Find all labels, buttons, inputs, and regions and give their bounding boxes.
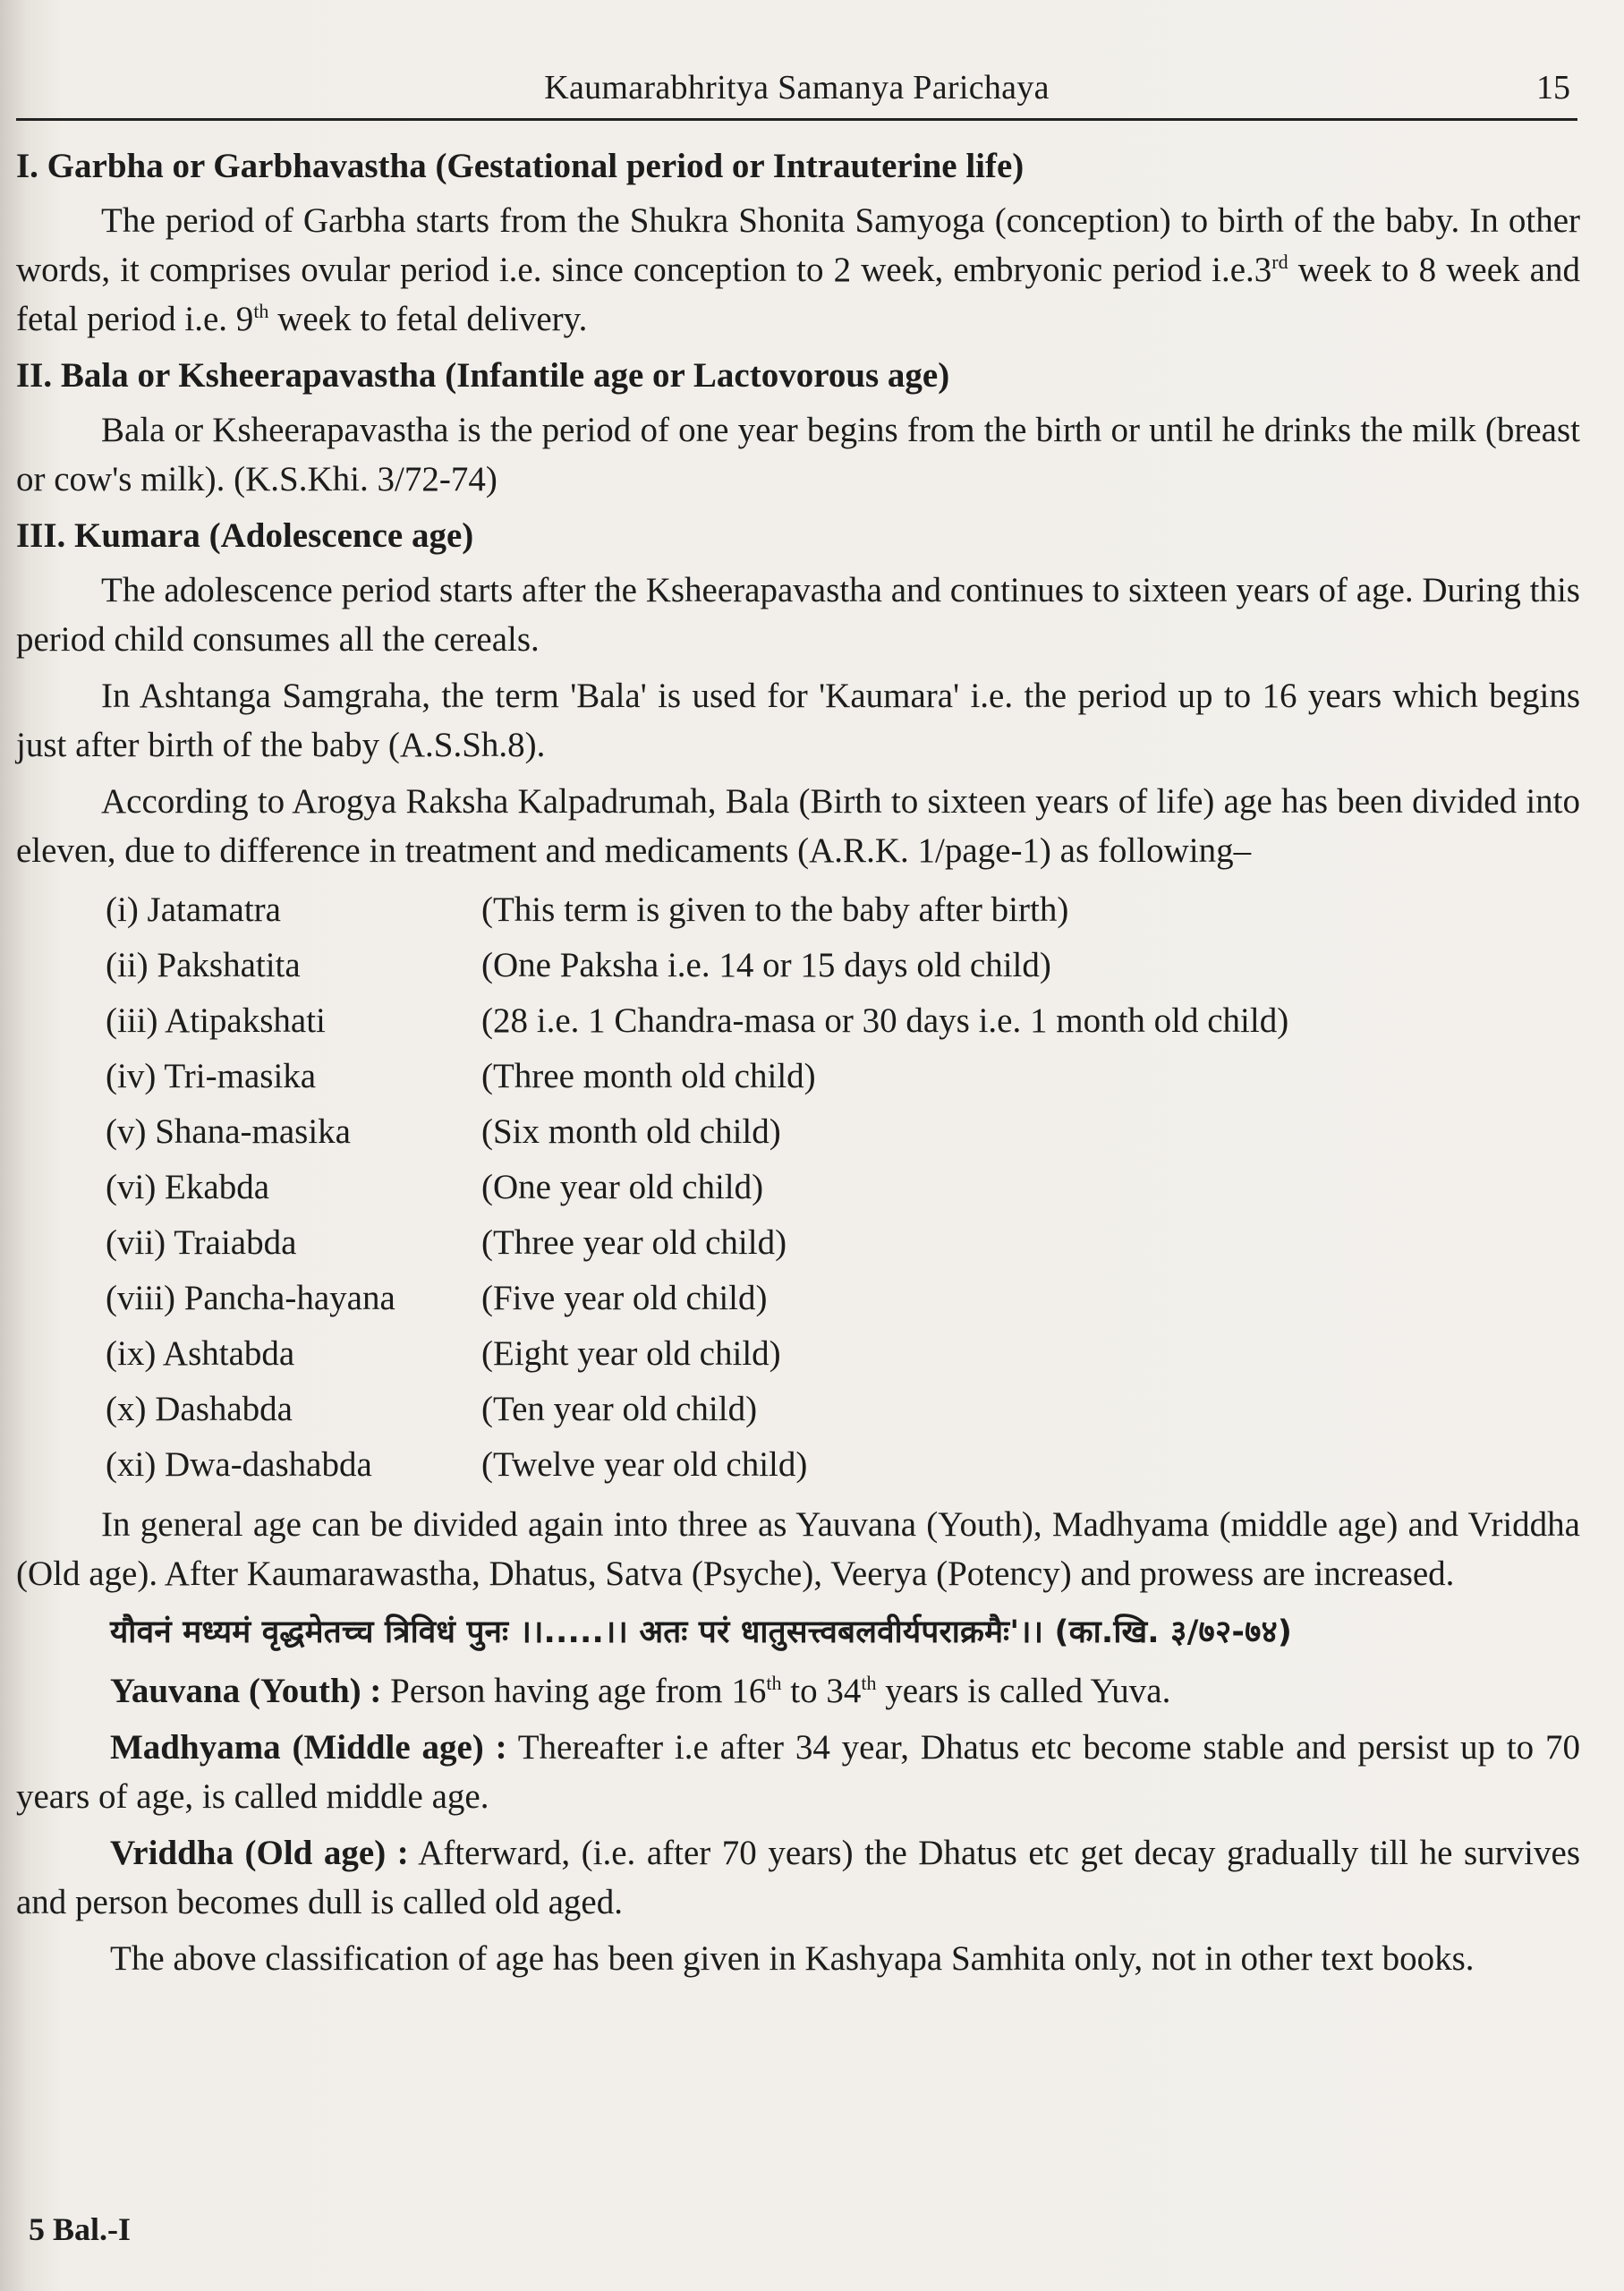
garbha-paragraph [16, 196, 1580, 344]
list-item [106, 1215, 1580, 1271]
general-age-paragraph: In general age can be divided again into three as Yauvana (Youth), Madhyama (middle age) and Vriddha (Old age). After Kaumarawastha, Dhatus, Satva (Psyche), Veerya (Potency) and prowess are increased. [16, 1505, 1580, 1593]
page-number: 15 [1536, 69, 1570, 106]
age-description: (One year old child) [481, 1168, 764, 1206]
section-heading-kumara: III. Kumara (Adolescence age) [16, 516, 474, 555]
age-description: (Three year old child) [481, 1223, 787, 1262]
list-item [106, 1104, 1580, 1160]
age-term: (x) Dashabda [106, 1390, 293, 1428]
definition-text: Afterward, (i.e. after 70 years) the Dhatus etc get decay gradually till he survives and person becomes dull is called old aged. [16, 1834, 1580, 1921]
superscript: rd [1271, 251, 1288, 273]
garbha-text-a: The period of Garbha starts from the Shukra Shonita Samyoga (conception) to birth of the baby. In other words, it comprises ovular period i.e. since conception to 2 week, embryonic period i.e.3 [16, 201, 1580, 289]
age-description: (Eight year old child) [481, 1334, 781, 1373]
age-term: (v) Shana-masika [106, 1112, 351, 1151]
definition-vriddha [16, 1828, 1580, 1927]
age-term: (iii) Atipakshati [106, 1001, 326, 1040]
age-classification-list [106, 882, 1580, 1493]
kumara-paragraph-3: According to Arogya Raksha Kalpadrumah, Bala (Birth to sixteen years of life) age has been divided into eleven, due to difference in treatment and medicaments (A.R.K. 1/page-1) as following– [16, 782, 1580, 870]
definition-text: Thereafter i.e after 34 year, Dhatus etc become stable and persist up to 70 years of age, is called middle age. [16, 1728, 1580, 1816]
age-term: (vii) Traiabda [106, 1223, 297, 1262]
age-term: (ix) Ashtabda [106, 1334, 295, 1373]
page-content [16, 141, 1580, 1990]
definition-text: years is called Yuva. [876, 1672, 1171, 1710]
page-header [16, 63, 1577, 121]
list-item [106, 938, 1580, 993]
age-description: (This term is given to the baby after birth) [481, 890, 1069, 929]
list-item [106, 1437, 1580, 1493]
age-description: (Ten year old child) [481, 1390, 758, 1428]
age-description: (Six month old child) [481, 1112, 781, 1151]
garbha-text-c: week to fetal delivery. [268, 300, 588, 338]
kumara-paragraph-1: The adolescence period starts after the Ksheerapavastha and continues to sixteen years of age. During this period child consumes all the cereals. [16, 571, 1580, 659]
superscript: th [253, 300, 269, 322]
bala-paragraph: Bala or Ksheerapavastha is the period of one year begins from the birth or until he drinks the milk (breast or cow's milk). (K.S.Khi. 3/72-74) [16, 411, 1580, 498]
garbha-text-b: week to 8 week and fetal period i.e. 9 [16, 251, 1580, 338]
list-item [106, 1160, 1580, 1215]
list-item [106, 1326, 1580, 1382]
age-description: (Twelve year old child) [481, 1445, 808, 1484]
superscript: th [766, 1672, 782, 1694]
definition-text: Person having age from 16 [381, 1672, 767, 1710]
definition-term: Vriddha (Old age) : [110, 1834, 409, 1872]
sanskrit-verse: यौवनं मध्यमं वृद्धमेतच्च त्रिविधं पुनः ।।.....।। अतः परं धातुसत्त्वबलवीर्यपराक्रमैः'।। (का.खि. ३/७२-७४) [110, 1614, 1293, 1650]
definition-term: Yauvana (Youth) : [110, 1672, 382, 1710]
superscript: th [861, 1672, 877, 1694]
age-term: (xi) Dwa-dashabda [106, 1445, 372, 1484]
definition-text: to 34 [781, 1672, 862, 1710]
list-item [106, 993, 1580, 1049]
age-term: (iv) Tri-masika [106, 1057, 317, 1095]
definition-term: Madhyama (Middle age) : [110, 1728, 507, 1767]
age-term: (vi) Ekabda [106, 1168, 270, 1206]
running-title: Kaumarabhritya Samanya Parichaya [544, 69, 1050, 106]
list-item [106, 1049, 1580, 1104]
closing-paragraph: The above classification of age has been given in Kashyapa Samhita only, not in other text books. [110, 1939, 1475, 1978]
age-description: (Three month old child) [481, 1057, 816, 1095]
definition-madhyama [16, 1723, 1580, 1821]
age-description: (Five year old child) [481, 1279, 768, 1317]
age-term: (i) Jatamatra [106, 890, 281, 929]
list-item [106, 1382, 1580, 1437]
list-item [106, 1271, 1580, 1326]
kumara-paragraph-2: In Ashtanga Samgraha, the term 'Bala' is used for 'Kaumara' i.e. the period up to 16 years which begins just after birth of the baby (A.S.Sh.8). [16, 677, 1580, 764]
section-heading-garbha: I. Garbha or Garbhavastha (Gestational period or Intrauterine life) [16, 147, 1025, 185]
list-item [106, 882, 1580, 938]
signature-mark: 5 Bal.-I [29, 2211, 132, 2247]
definition-yauvana [16, 1666, 1580, 1716]
age-term: (ii) Pakshatita [106, 946, 301, 984]
age-term: (viii) Pancha-hayana [106, 1279, 395, 1317]
age-description: (28 i.e. 1 Chandra-masa or 30 days i.e. 1 month old child) [481, 1001, 1289, 1040]
age-description: (One Paksha i.e. 14 or 15 days old child) [481, 946, 1051, 984]
section-heading-bala: II. Bala or Ksheerapavastha (Infantile age or Lactovorous age) [16, 356, 950, 395]
